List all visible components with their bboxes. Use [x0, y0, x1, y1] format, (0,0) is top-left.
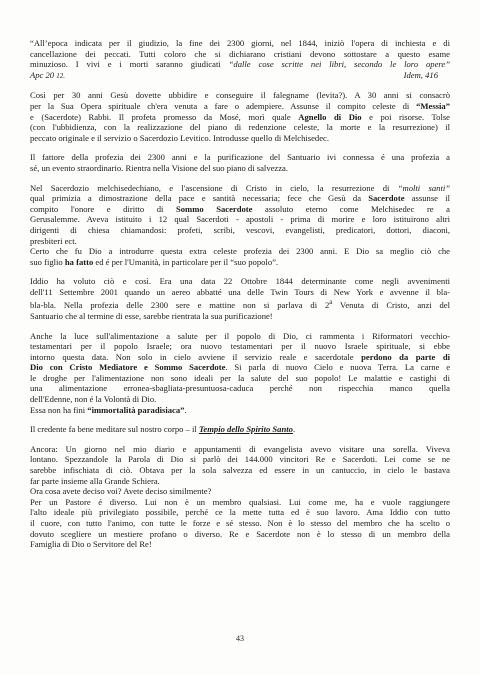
text-line: sé, un evento straordinario. Rientra nella Visione del suo piano di salvezza.	[30, 162, 289, 173]
text-line: l'alto ideale più privilegiato possibile, perché ce la mette tutta ed è suo lavoro. Ama Iddio con tutto	[30, 507, 450, 518]
text-run: minuzioso. I vivi e i morti saranno giudicati	[30, 59, 229, 70]
paragraph-temple-holy-spirit	[30, 424, 450, 435]
bold-term: Sacerdote	[368, 193, 405, 204]
bold-term: Sommo Sacerdote	[175, 203, 253, 214]
text-line: Gerusalemme. Aveva istituito i 12 qual Sacerdoti - apostoli - prima di morire e loro istituirono altri	[30, 214, 450, 225]
text-run: compito l'onore e diritto di	[30, 203, 176, 214]
text-run: Il credente fa bene meditare sul nostro corpo – il	[30, 424, 199, 435]
bold-term: Dio con Cristo Mediatore e Sommo Sacerdote	[30, 362, 226, 373]
text-run: intorno questa data. Non solo in cielo avviene il servizio reale e sacerdotale	[30, 351, 362, 362]
text-line: il cuore, con tutto l'animo, con tutte le forze e sé stesso. Non è lo stesso del membro che ha scelto o	[30, 518, 450, 529]
text-line: Iddio ha voluto ciò e così. Era una data 22 Ottobre 1844 determinante come negli avvenimenti	[30, 276, 450, 287]
text-run: assunse il	[404, 193, 450, 204]
text-line: Per un Pastore é diverso. Lui non è un membro qualsiasi. Lui come me, ha e vuole raggiungere	[30, 496, 450, 507]
text-line: dirigenti di chiesa chiamandosi: profeti, scribi, vescovi, evangelisti, predicatori, dottori, diaconi,	[30, 224, 450, 235]
text-line: dell'11 Settembre 2001 quando un aereo abbatté una delle Twin Tours di New York e avvenne il bla-	[30, 286, 450, 297]
text-line: “All’epoca indicata per il giudizio, la fine dei 2300 giorni, nel 1844, iniziò l'opera di inchiesta e di	[30, 38, 450, 48]
paragraph-quote-judgment	[30, 38, 450, 81]
text-line: Il fattore della profezia dei 2300 anni e la purificazione del Santuario ivi connessa é una profezia a	[30, 152, 450, 163]
text-line: dovuto scegliere un mestiere profano o diverso. Re e Sacerdote non è lo stesso di un membro della	[30, 528, 450, 539]
paragraph-october-1844	[30, 276, 450, 321]
text-line	[30, 257, 450, 268]
text-run: per la Sua Opera spirituale ch'era venuta a fare o adempiere. Assunse il compito celeste di	[30, 100, 417, 111]
text-line	[30, 405, 450, 416]
verse-number: 12.	[56, 71, 66, 80]
text-run: . Si parla di nuovo Cielo e nuova Terra. La carne e	[225, 362, 451, 373]
text-line: sarebbe infischiata di ciò. Obtava per la sola salvezza ed essere in un cantuccio, in cielo le bastava	[30, 465, 450, 476]
text-run: e (Sacerdote) Rabbi. Il profeta promesso da Mosé, morì quale	[30, 111, 299, 122]
text-line	[30, 424, 450, 435]
paragraph-visit-sister	[30, 444, 450, 550]
reference-line	[30, 70, 450, 82]
text-line	[30, 59, 450, 70]
italic-quote: “dalle cose scritte nei libri, secondo le loro opere”	[228, 59, 450, 70]
source-citation: Idem, 416	[403, 69, 438, 80]
text-line: Anche la luce sull'alimentazione a salute per il popolo di Dio, ci rammenta i Riformatori vecchio-	[30, 330, 450, 341]
text-line	[30, 193, 450, 204]
text-line: Certo che fu Dio a introdurre questa extra celeste profezia dei 2300 anni. E Dio sa meglio ciò che	[30, 246, 450, 257]
text-line: testamentari per il popolo Israele; ora nuovo testamentari per il nuovo Israele spirituale, si ebbe	[30, 341, 450, 352]
text-line: presbiteri ect.	[30, 235, 77, 246]
text-run: Venuta di Cristo, anzi del	[332, 300, 451, 311]
bold-term: Agnello di Dio	[298, 111, 362, 122]
text-run: Apc 20	[30, 69, 55, 80]
text-line: Così per 30 anni Gesù dovette ubbidire e conseguire il falegname (levita?). A 30 anni si consacrò	[30, 90, 450, 101]
bold-term: “immortalità paradisiaca”	[87, 404, 185, 415]
superscript: a	[329, 298, 333, 307]
text-line: lontano. Spezzandole la Parola di Dio si parlò dei 144.000 vincitori Re e Sacerdoti. Lei come se ne	[30, 454, 450, 465]
text-run: .	[292, 424, 296, 435]
italic-quote: “molti santi”	[397, 182, 450, 193]
paragraph-nutrition	[30, 331, 450, 416]
text-line	[30, 183, 450, 194]
page-number: 43	[236, 634, 244, 643]
text-run: .	[184, 404, 187, 415]
paragraph-jesus-30-years	[30, 90, 450, 143]
text-run: Essa non ha fini	[30, 404, 88, 415]
text-line: le droghe per l'alimentazione non sono ideali per la salute del suo popolo! Le malattie e castighi di	[30, 372, 450, 383]
bold-italic-underlined-term: Tempio dello Spirito Santo	[198, 424, 293, 435]
text-line: una alimentazione erronea-sbagliata-presuntuosa-caduca perché non rispecchia manco quella	[30, 383, 450, 394]
text-line: (con l'ubbidienza, con la realizzazione del piano di redenzione celeste, la morte e la resurrezione) il	[30, 122, 450, 133]
text-line: Ancora: Un giorno nel mio diario e appuntamenti di evangelista avevo visitare una sorella. Viveva	[30, 443, 450, 454]
paragraph-melchisedec-priesthood	[30, 183, 450, 268]
document-body	[30, 38, 450, 550]
bold-term: “Messia”	[416, 100, 450, 111]
text-line: dell'Edenne, non é la Volontà di Dio.	[30, 394, 157, 405]
text-line	[30, 297, 450, 310]
text-line	[30, 112, 450, 123]
bold-term: ha fatto	[64, 256, 94, 267]
paragraph-prophecy-2300	[30, 152, 450, 173]
text-line: cancellazione dei peccati. Tutti coloro che si dichiarano cristiani devono sottostare a questo esame	[30, 48, 450, 59]
text-run: Nel Sacerdozio melchisedechiano, e l'ascensione di Cristo in cielo, la resurrezione di	[30, 182, 398, 193]
text-line: peccato originale e il servizio o Sacerdozio Levitico. Introdusse quello di Melchisedec.	[30, 132, 330, 143]
text-run: suo figlio	[30, 256, 65, 267]
text-run: assoluto eterno come Melchisedec re a	[252, 203, 450, 214]
text-line: far parte insieme alla Grande Schiera.	[30, 475, 160, 486]
text-line	[30, 362, 450, 373]
text-run: e poi risorse. Tolse	[361, 111, 450, 122]
text-run: bla-bla. Nella profezia delle 2300 sere e mattine non si parlava di 2	[30, 300, 330, 311]
bible-reference	[30, 70, 65, 82]
text-run: qual primizia a dimostrazione della pace e santità necessaria; fece che Gesù da	[30, 193, 369, 204]
text-line	[30, 204, 450, 215]
text-line	[30, 352, 450, 363]
text-line: Ora cosa avete deciso voi? Avete deciso similmente?	[30, 486, 212, 497]
text-line	[30, 101, 450, 112]
text-line: Famiglia di Dio o Servitore del Re!	[30, 539, 152, 550]
bold-term: perdono da parte di	[361, 351, 450, 362]
text-line: Santuario che al termine di esse, sarebbe rientrata la sua purificazione!	[30, 310, 273, 321]
text-run: ed é per l'Umanità, in particolare per il “suo popolo”.	[93, 256, 279, 267]
